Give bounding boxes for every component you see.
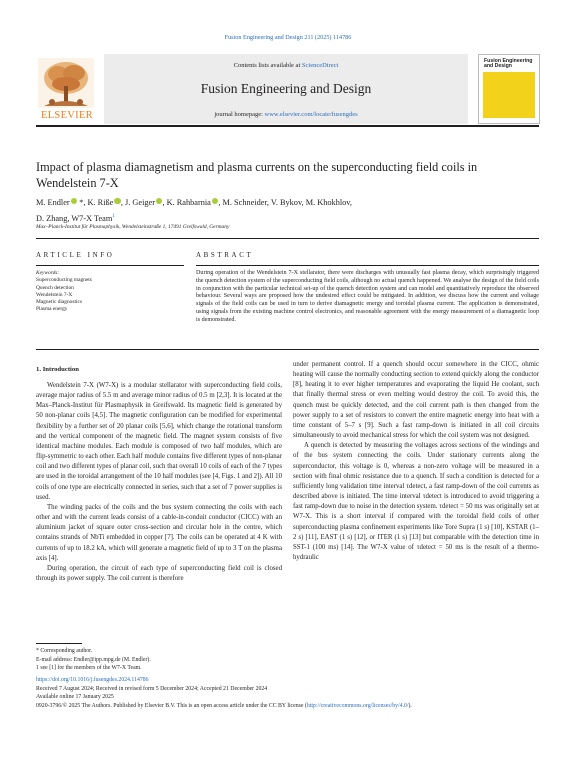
keyword: Wendelstein 7-X [36,291,73,298]
cover-title: Fusion Engineering and Design [484,58,533,70]
contents-prefix: Contents lists available at [233,62,302,69]
body-paragraph: Wendelstein 7-X (W7-X) is a modular stellarator with superconducting field coils, average major radius of 5.5 m and average minor radius of 0.5 m [2,3]. It is located at the Max–Planck-Institut für Plasmaphysik in Greifswald. Its magnetic field is generated by 50 non-planar coils [4,5]. The magnetic configuration can be modified for experimental flexibility by a further set of 20 planar coils [5,6], which change the rotational transform and the vertical component of the magnetic field. The magnet system consists of five identical machine modules. Each module is composed of two half modules, which are flip-symmetric to each other. Each half module contains five different types of non-planar coil and two different types of planar coil, such that overall 10 coils of each of the 7 types are used in the toroidal arrangement of the 10 half modules (see [4, Figs. 1 and 2]). All 10 coils of one type are electrically connected in series, such that a set of 7 power supplies is used. [36,382,282,501]
author-list: M. Endler *, K. Riße , J. Geiger , K. Rahbarnia , M. Schneider, V. Bykov, M. Khokhlov, D. Zhang, W7-X Team$^1$ [36,198,352,223]
email-note[interactable]: E-mail address: Endler@ipp.mpg.de (M. Endler). [36,656,151,663]
article-info-heading: ARTICLE INFO [36,251,115,259]
footnotes [36,647,296,673]
author-name[interactable]: K. Riße [87,198,114,207]
author-affiliation: Max–Planck-Institut für Plasmaphysik, Wendelsteinstraße 1, 17491 Greifswald, Germany [36,224,230,230]
elsevier-wordmark: ELSEVIER [41,110,93,121]
keywords-label: Keywords: [36,270,60,276]
author-name[interactable]: M. Endler [36,198,70,207]
author-name[interactable]: J. Geiger [125,198,155,207]
keyword: Magnetic diagnostics [36,299,82,306]
corresponding-author-mark[interactable]: * [79,198,84,207]
keyword: Plasma energy [36,306,68,313]
author-name[interactable]: W7-X Team [71,213,113,223]
team-note: 1 see [1] for the members of the W7-X Team. [36,665,142,672]
article-title: Impact of plasma diamagnetism and plasma currents on the superconducting field coils in Wendelstein 7-X [36,160,478,190]
body-paragraph: under permanent control. If a quench should occur somewhere in the CICC, ohmic heating will cause the normally conducting section to extend quickly along the conductor [8], heating it to ever higher temperatures and evaporating the liquid He coolant, such that finally thermal stress or even melting would destroy the coil. To avoid this, the quench must be quickly detected, and the coil current path is then changed from the power supply to a set of resistors to convert the entire magnetic energy into heat with a time constant of 5–7 s [9]. Such a fast ramp-down is initiated in all coil circuits simultaneously to avoid mechanical stress for which the coil system was not designed. [293,361,539,440]
author-name[interactable]: M. Khokhlov [305,198,350,207]
body-column-right [293,360,539,563]
history-dates: Received 7 August 2024; Received in revised form 5 December 2024; Accepted 21 December 2024 [36,685,268,692]
license-text: 0920-3796/© 2025 The Authors. Published by Elsevier B.V. This is an open access article under the CC BY license ( [36,702,307,709]
journal-reference-link[interactable]: Fusion Engineering and Design 211 (2025) 114786 [224,34,352,41]
abstract-heading: ABSTRACT [196,251,254,259]
homepage-line [104,111,468,118]
journal-cover-thumbnail[interactable] [478,54,540,124]
license-suffix: ). [408,702,412,709]
journal-name: Fusion Engineering and Design [200,81,372,96]
license-line [36,702,546,711]
keyword: Superconducting magnets [36,277,92,284]
keyword: Quench detection [36,284,74,291]
cover-yellow-band [483,72,535,118]
corresponding-author-note: * Corresponding author. [36,648,93,654]
abstract-divider [196,265,539,266]
team-footnote-mark[interactable]: 1 [112,213,115,219]
author-name[interactable]: V. Bykov [270,198,302,207]
header-divider [36,125,539,127]
orcid-icon[interactable] [71,198,78,205]
title-divider [36,238,539,239]
body-paragraph: The winding packs of the coils and the bus system connecting the coils with each other and with the current leads consist of a cable-in-conduit conductor (CICC) with an aluminium jacket of square outer cross-section and circular hole in the centre, which contains strands of NbTi embedded in copper [7]. The coils can be operated at 4 K with currents of up to 18.2 kA, which will generate a magnetic field of up to 3 T on the plasma axis [4]. [36,503,282,562]
doi-link[interactable]: https://doi.org/10.1016/j.fusengdes.2024.114786 [36,677,149,683]
abstract-text: During operation of the Wendelstein 7-X stellarator, there were discharges with unusually fast plasma decay, which surprisingly triggered the quench detection system of the superconducting field coils, although no actual quench happened. We analyse the design of the field coils in conjunction with the particular technical set-up of the quench detection system and can model and quantitatively reproduce the observed behaviour. Several ways are proposed how the undesired effect could be mitigated. In addition, we discuss how the current and voltage signals of the field coils can be used in turn to derive diamagnetic energy and toroidal plasma current. The application is demonstrated, using signals from the existing machine control electronics, and reasonable agreement with the energy measurement of a diamagnetic loop is demonstrated. [196,270,539,323]
footnote-divider [36,643,82,644]
contents-line [104,62,468,69]
orcid-icon[interactable] [156,198,163,205]
author-name[interactable]: D. Zhang [36,213,68,223]
available-online-date: Available online 17 January 2025 [36,694,114,701]
keywords-block [36,270,186,314]
article-info-divider [36,265,184,266]
sciencedirect-link[interactable]: ScienceDirect [301,62,339,69]
license-link[interactable]: http://creativecommons.org/licenses/by/4.0/ [306,702,409,709]
homepage-link[interactable]: www.elsevier.com/locate/fusengdes [264,111,358,118]
author-name[interactable]: M. Schneider [222,198,267,207]
body-paragraph: A quench is detected by measuring the voltages across sections of the windings and of the bus system connecting the coils. Under stationary currents along the superconductor, this voltage is 0, whereas a non-zero voltage will be measured in a section with final ohmic resistance due to a quench. If such a condition is detected for a sufficiently long validation time interval τdetect, a fast ramp-down of the coil currents as described above is initiated. The time interval τdetect is introduced to avoid triggering a fast ramp-down due to noise in the detection system. τdetect = 50 ms was originally set at W7-X. This is a short interval if compared with the toroidal field coils of other superconducting plasma confinement experiments like Tore Supra (1 s) [10], KSTAR (1–2 s) [11], EAST (1 s) [12], or ITER (1 s) [13] but comparable with the detection time in SST-1 (100 ms) [14]. The W7-X value of τdetect = 50 ms is the result of a thermo-hydraulic [293,442,539,561]
abstract-bottom-divider [36,349,539,350]
article-footer [36,676,546,710]
author-name[interactable]: K. Rahbarnia [166,198,211,207]
body-paragraph: During operation, the circuit of each type of superconducting field coil is closed through its power supply. The coil current is therefore [36,564,282,582]
body-column-left [36,381,282,584]
orcid-icon[interactable] [114,198,121,205]
homepage-prefix: journal homepage: [214,111,265,118]
section-heading-introduction: 1. Introduction [36,366,79,373]
orcid-icon[interactable] [212,198,219,205]
